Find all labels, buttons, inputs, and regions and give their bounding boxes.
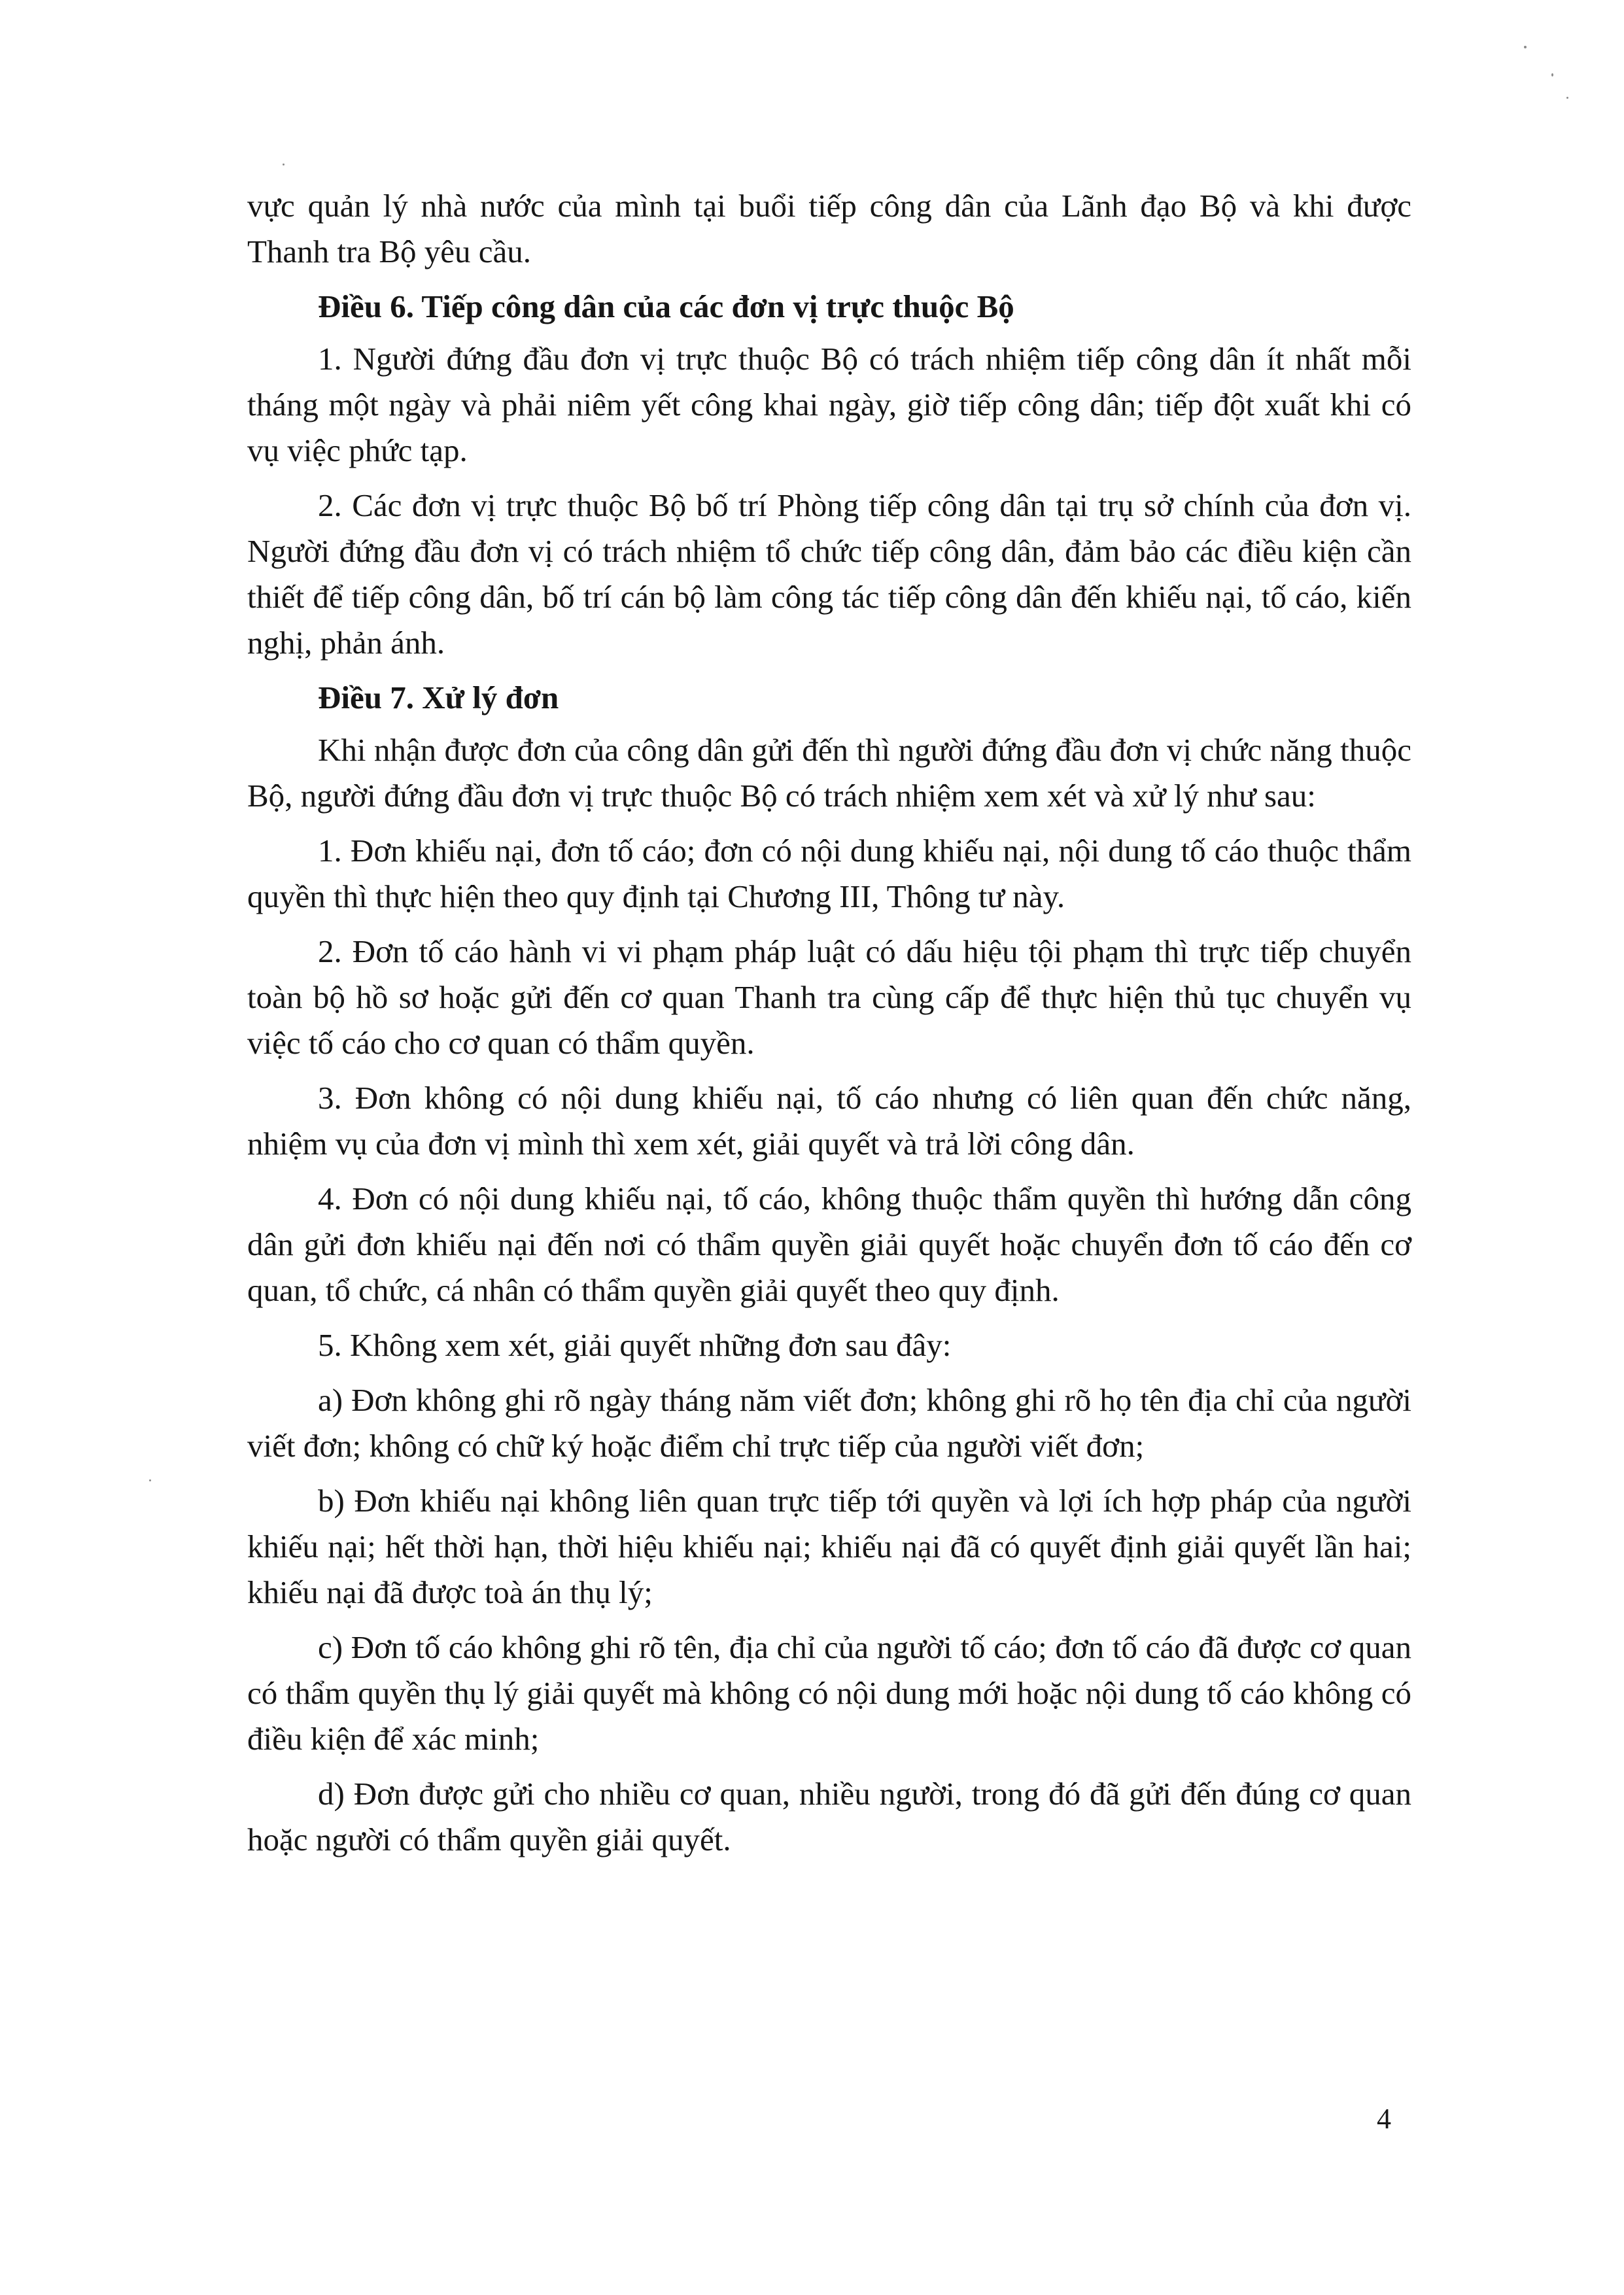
article-7-intro: Khi nhận được đơn của công dân gửi đến thì người đứng đầu đơn vị chức năng thuộc Bộ, người đứng đầu đơn vị trực thuộc Bộ có trách nhiệm xem xét và xử lý như sau: <box>247 732 1411 814</box>
article-7-clause-5d: d) Đơn được gửi cho nhiều cơ quan, nhiều người, trong đó đã gửi đến đúng cơ quan hoặc người có thẩm quyền giải quyết. <box>247 1776 1411 1857</box>
article-6-heading: Điều 6. Tiếp công dân của các đơn vị trực thuộc Bộ <box>318 288 1014 324</box>
scan-speck <box>1524 46 1527 48</box>
article-7-clause-1: 1. Đơn khiếu nại, đơn tố cáo; đơn có nội dung khiếu nại, nội dung tố cáo thuộc thẩm quyền thì thực hiện theo quy định tại Chương III, Thông tư này. <box>247 833 1411 914</box>
article-7-clause-5: 5. Không xem xét, giải quyết những đơn sau đây: <box>318 1327 952 1363</box>
article-7-clause-3: 3. Đơn không có nội dung khiếu nại, tố cáo nhưng có liên quan đến chức năng, nhiệm vụ của đơn vị mình thì xem xét, giải quyết và trả lời công dân. <box>247 1080 1411 1162</box>
page-number: 4 <box>1377 2103 1391 2135</box>
article-7-clause-2: 2. Đơn tố cáo hành vi vi phạm pháp luật có dấu hiệu tội phạm thì trực tiếp chuyển toàn bộ hồ sơ hoặc gửi đến cơ quan Thanh tra cùng cấp để thực hiện thủ tục chuyển vụ việc tố cáo cho cơ quan có thẩm quyền. <box>247 933 1411 1061</box>
scan-speck <box>283 164 285 165</box>
article-6-clause-1: 1. Người đứng đầu đơn vị trực thuộc Bộ có trách nhiệm tiếp công dân ít nhất mỗi tháng một ngày và phải niêm yết công khai ngày, giờ tiếp công dân; tiếp đột xuất khi có vụ việc phức tạp. <box>247 341 1411 468</box>
article-7-heading: Điều 7. Xử lý đơn <box>318 680 559 716</box>
article-6-clause-2: 2. Các đơn vị trực thuộc Bộ bố trí Phòng tiếp công dân tại trụ sở chính của đơn vị. Người đứng đầu đơn vị có trách nhiệm tổ chức tiếp công dân, đảm bảo các điều kiện cần thiết để tiếp công dân, bố trí cán bộ làm công tác tiếp công dân đến khiếu nại, tố cáo, kiến nghị, phản ánh. <box>247 487 1411 661</box>
paragraph-continuation: vực quản lý nhà nước của mình tại buổi tiếp công dân của Lãnh đạo Bộ và khi được Thanh tra Bộ yêu cầu. <box>247 188 1411 269</box>
scan-speck <box>149 1479 151 1481</box>
scan-speck <box>1551 73 1553 77</box>
article-7-clause-5a: a) Đơn không ghi rõ ngày tháng năm viết đơn; không ghi rõ họ tên địa chỉ của người viết đơn; không có chữ ký hoặc điểm chỉ trực tiếp của người viết đơn; <box>247 1382 1411 1464</box>
article-7-clause-5b: b) Đơn khiếu nại không liên quan trực tiếp tới quyền và lợi ích hợp pháp của người khiếu nại; hết thời hạn, thời hiệu khiếu nại; khiếu nại đã có quyết định giải quyết lần hai; khiếu nại đã được toà án thụ lý; <box>247 1483 1411 1610</box>
document-body <box>247 183 1411 1872</box>
article-7-clause-4: 4. Đơn có nội dung khiếu nại, tố cáo, không thuộc thẩm quyền thì hướng dẫn công dân gửi đơn khiếu nại đến nơi có thẩm quyền giải quyết hoặc chuyển đơn tố cáo đến cơ quan, tổ chức, cá nhân có thẩm quyền giải quyết theo quy định. <box>247 1181 1411 1308</box>
scan-speck <box>1566 97 1568 99</box>
article-7-clause-5c: c) Đơn tố cáo không ghi rõ tên, địa chỉ của người tố cáo; đơn tố cáo đã được cơ quan có thẩm quyền thụ lý giải quyết mà không có nội dung mới hoặc nội dung tố cáo không có điều kiện để xác minh; <box>247 1629 1411 1757</box>
